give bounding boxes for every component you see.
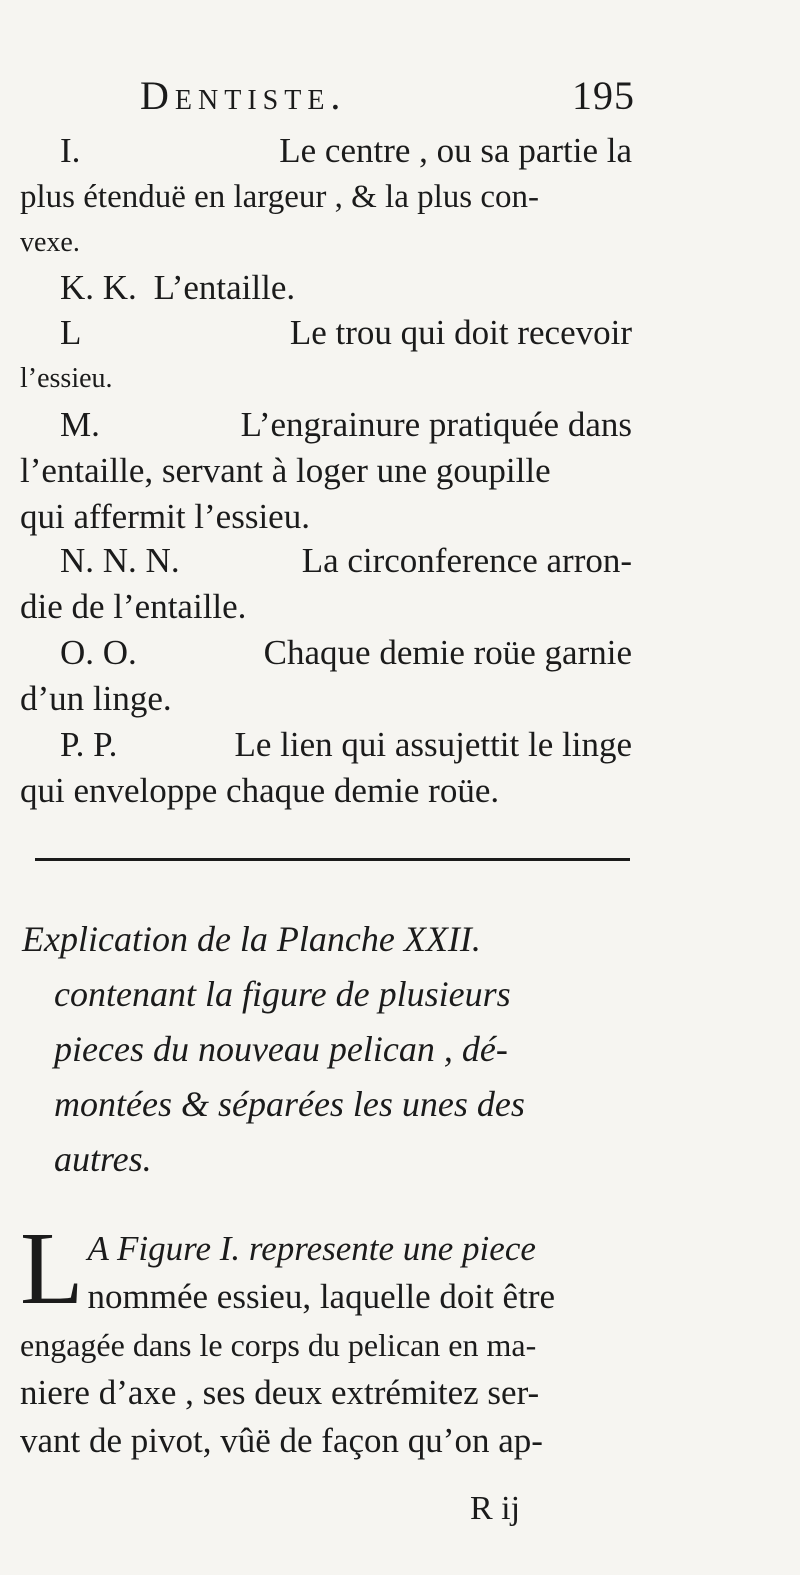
legend-entry-i — [20, 128, 632, 266]
entry-label: P. P. — [60, 725, 118, 764]
caption-line: contenant la figure de plusieurs — [54, 974, 511, 1014]
entry-label: N. N. N. — [60, 541, 180, 580]
entry-label: I. — [60, 131, 81, 170]
entry-label: M. — [60, 405, 100, 444]
entry-line: qui enveloppe chaque demie roüe. — [20, 771, 500, 810]
entry-line: d’un linge. — [20, 679, 172, 718]
legend-entry-oo — [20, 630, 632, 722]
page-number: 195 — [572, 73, 635, 118]
entry-label: L — [60, 313, 82, 352]
entry-line: plus étenduë en largeur , & la plus con- — [20, 179, 539, 215]
entry-line: Le lien qui assujettit le linge — [234, 725, 632, 764]
legend-entry-kk — [20, 265, 632, 311]
body-line: engagée dans le corps du pelican en ma- — [20, 1327, 537, 1363]
entry-line: Chaque demie roüe garnie — [263, 633, 632, 672]
caption-line: pieces du nouveau pelican , dé- — [54, 1029, 508, 1069]
legend-entry-pp — [20, 722, 632, 814]
legend-entry-l — [20, 310, 632, 402]
legend-entry-nnn — [20, 538, 632, 630]
running-header — [140, 72, 635, 128]
entry-line: La circonference arron- — [301, 541, 632, 580]
caption-line: Explication de la Planche XXII. — [22, 919, 481, 959]
section-divider — [35, 858, 630, 861]
running-title: Dentiste. — [140, 73, 347, 118]
entry-label: O. O. — [60, 633, 137, 672]
entry-line: Le trou qui doit recevoir — [289, 313, 632, 352]
body-line: niere d’axe , ses deux extrémitez ser- — [20, 1373, 540, 1412]
entry-line: qui affermit l’essieu. — [20, 497, 310, 536]
drop-cap: L — [20, 1211, 84, 1326]
entry-label: K. K. — [60, 268, 137, 307]
body-line-text: A Figure I. represente une piece — [87, 1229, 536, 1268]
body-line — [20, 1225, 632, 1273]
entry-line: die de l’entaille. — [20, 587, 247, 626]
plate-caption — [22, 912, 632, 1187]
legend-entry-m — [20, 402, 632, 540]
body-paragraph — [20, 1211, 632, 1465]
entry-line: l’entaille, servant à loger une goupille — [20, 451, 551, 490]
entry-line: l’essieu. — [20, 363, 113, 394]
caption-line: autres. — [54, 1139, 152, 1179]
body-line: nommée essieu, laquelle doit être — [87, 1277, 556, 1316]
signature-mark: R ij — [470, 1490, 521, 1527]
body-line: vant de pivot, vûë de façon qu’on ap- — [20, 1421, 543, 1460]
entry-line: L’entaille. — [153, 268, 296, 307]
entry-line: Le centre , ou sa partie la — [279, 131, 632, 170]
caption-line: montées & séparées les unes des — [54, 1084, 525, 1124]
entry-line: L’engrainure pratiquée dans — [240, 405, 632, 444]
entry-line: vexe. — [20, 227, 80, 258]
